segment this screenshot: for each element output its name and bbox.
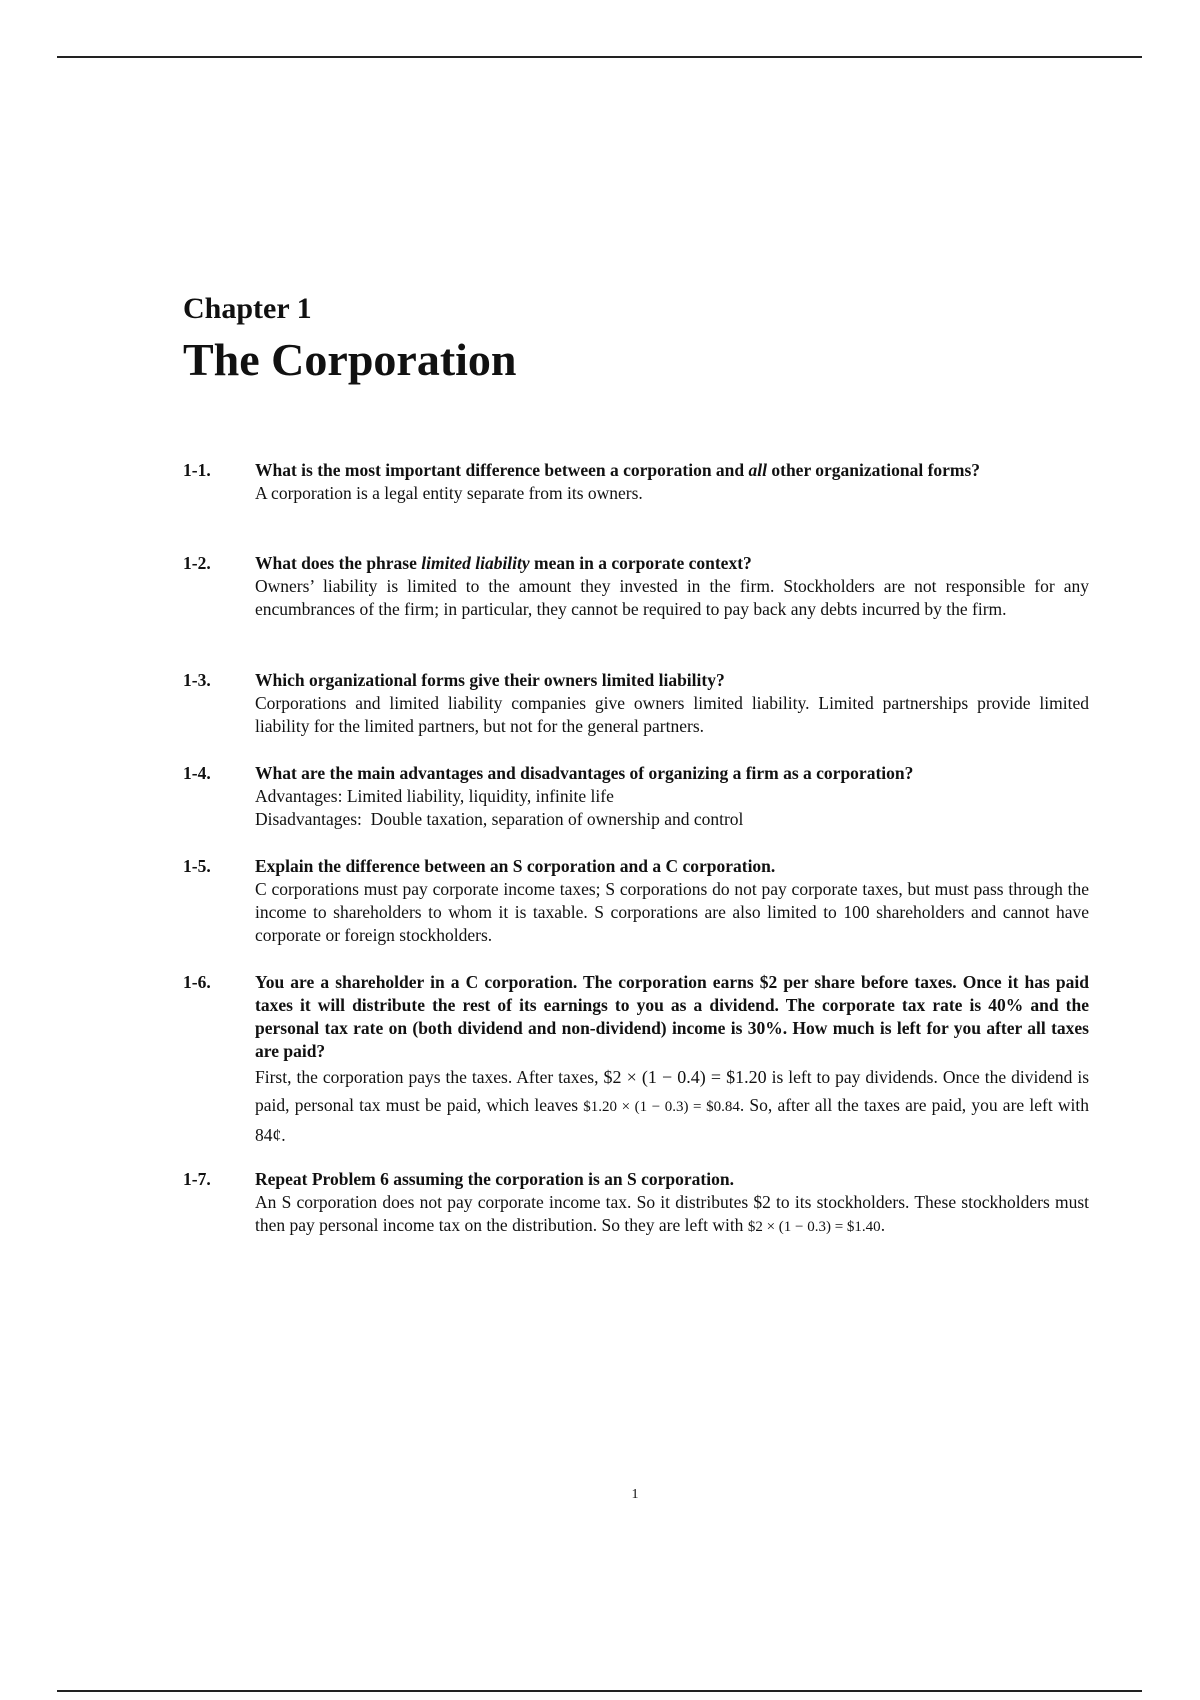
bottom-rule <box>57 1690 1142 1692</box>
problem-question: Repeat Problem 6 assuming the corporation is an S corporation. <box>255 1169 734 1189</box>
top-rule <box>57 56 1142 58</box>
problem-1-6 <box>183 971 1089 1149</box>
problem-number: 1-7. <box>183 1169 211 1189</box>
chapter-label: Chapter 1 <box>183 292 312 325</box>
problem-answer: First, the corporation pays the taxes. After taxes, $2 × (1 − 0.4) = $1.20 is left to pay dividends. Once the dividend is paid, personal tax must be paid, which leaves $1.20 × (1 − 0.3) = $0.84. So, after all the taxes are paid, you are left with 84¢. <box>255 1067 1090 1145</box>
page-number: 1 <box>631 1487 639 1502</box>
problem-answer: An S corporation does not pay corporate income tax. So it distributes $2 to its stockholders. These stockholders must then pay personal income tax on the distribution. So they are left with $2 × (1 − 0.3) = $1.40. <box>255 1192 1089 1235</box>
problem-1-3 <box>183 669 1089 738</box>
advantages-line: Advantages: Limited liability, liquidity, infinite life <box>255 786 614 806</box>
problem-1-4 <box>183 762 1089 831</box>
problem-number: 1-4. <box>183 763 211 783</box>
problem-answer: C corporations must pay corporate income taxes; S corporations do not pay corporate taxes, but must pass through the income to shareholders to whom it is taxable. S corporations are also limited to 100 shareholders and cannot have corporate or foreign stockholders. <box>255 879 1089 945</box>
problem-question: What is the most important difference between a corporation and all other organizational forms? <box>255 460 981 480</box>
problem-number: 1-6. <box>183 972 211 992</box>
chapter-title: The Corporation <box>183 334 517 385</box>
problem-question: Which organizational forms give their owners limited liability? <box>255 670 725 690</box>
problem-answer <box>255 785 1089 831</box>
problem-question: Explain the difference between an S corporation and a C corporation. <box>255 856 776 876</box>
problem-number: 1-3. <box>183 670 211 690</box>
problem-1-5 <box>183 855 1089 947</box>
problem-number: 1-5. <box>183 856 211 876</box>
problem-answer: Corporations and limited liability companies give owners limited liability. Limited partnerships provide limited liability for the limited partners, but not for the general partners. <box>255 693 1089 736</box>
problem-1-7 <box>183 1168 1089 1239</box>
problem-question: What are the main advantages and disadvantages of organizing a firm as a corporation? <box>255 763 914 783</box>
problem-1-1 <box>183 459 1089 505</box>
equation: $2 × (1 − 0.3) = $1.40 <box>747 1219 881 1235</box>
problem-question: You are a shareholder in a C corporation. The corporation earns $2 per share before taxes. Once it has paid taxes it will distribute the rest of its earnings to you as a dividend. The corporate tax rate is 40% and the personal tax rate on (both dividend and non-dividend) income is 30%. How much is left for you after all taxes are paid? <box>255 972 1089 1061</box>
problem-number: 1-2. <box>183 553 211 573</box>
equation: $2 × (1 − 0.4) = $1.20 <box>603 1067 767 1087</box>
problem-1-2 <box>183 552 1089 621</box>
problem-answer: Owners’ liability is limited to the amount they invested in the firm. Stockholders are not responsible for any encumbrances of the firm; in particular, they cannot be required to pay back any debts incurred by the firm. <box>255 576 1089 619</box>
problem-number: 1-1. <box>183 460 211 480</box>
disadvantages-line: Disadvantages: Double taxation, separation of ownership and control <box>255 809 744 829</box>
equation: $1.20 × (1 − 0.3) = $0.84 <box>583 1099 740 1115</box>
problem-answer: A corporation is a legal entity separate from its owners. <box>255 483 643 503</box>
problem-question: What does the phrase limited liability mean in a corporate context? <box>255 553 752 573</box>
